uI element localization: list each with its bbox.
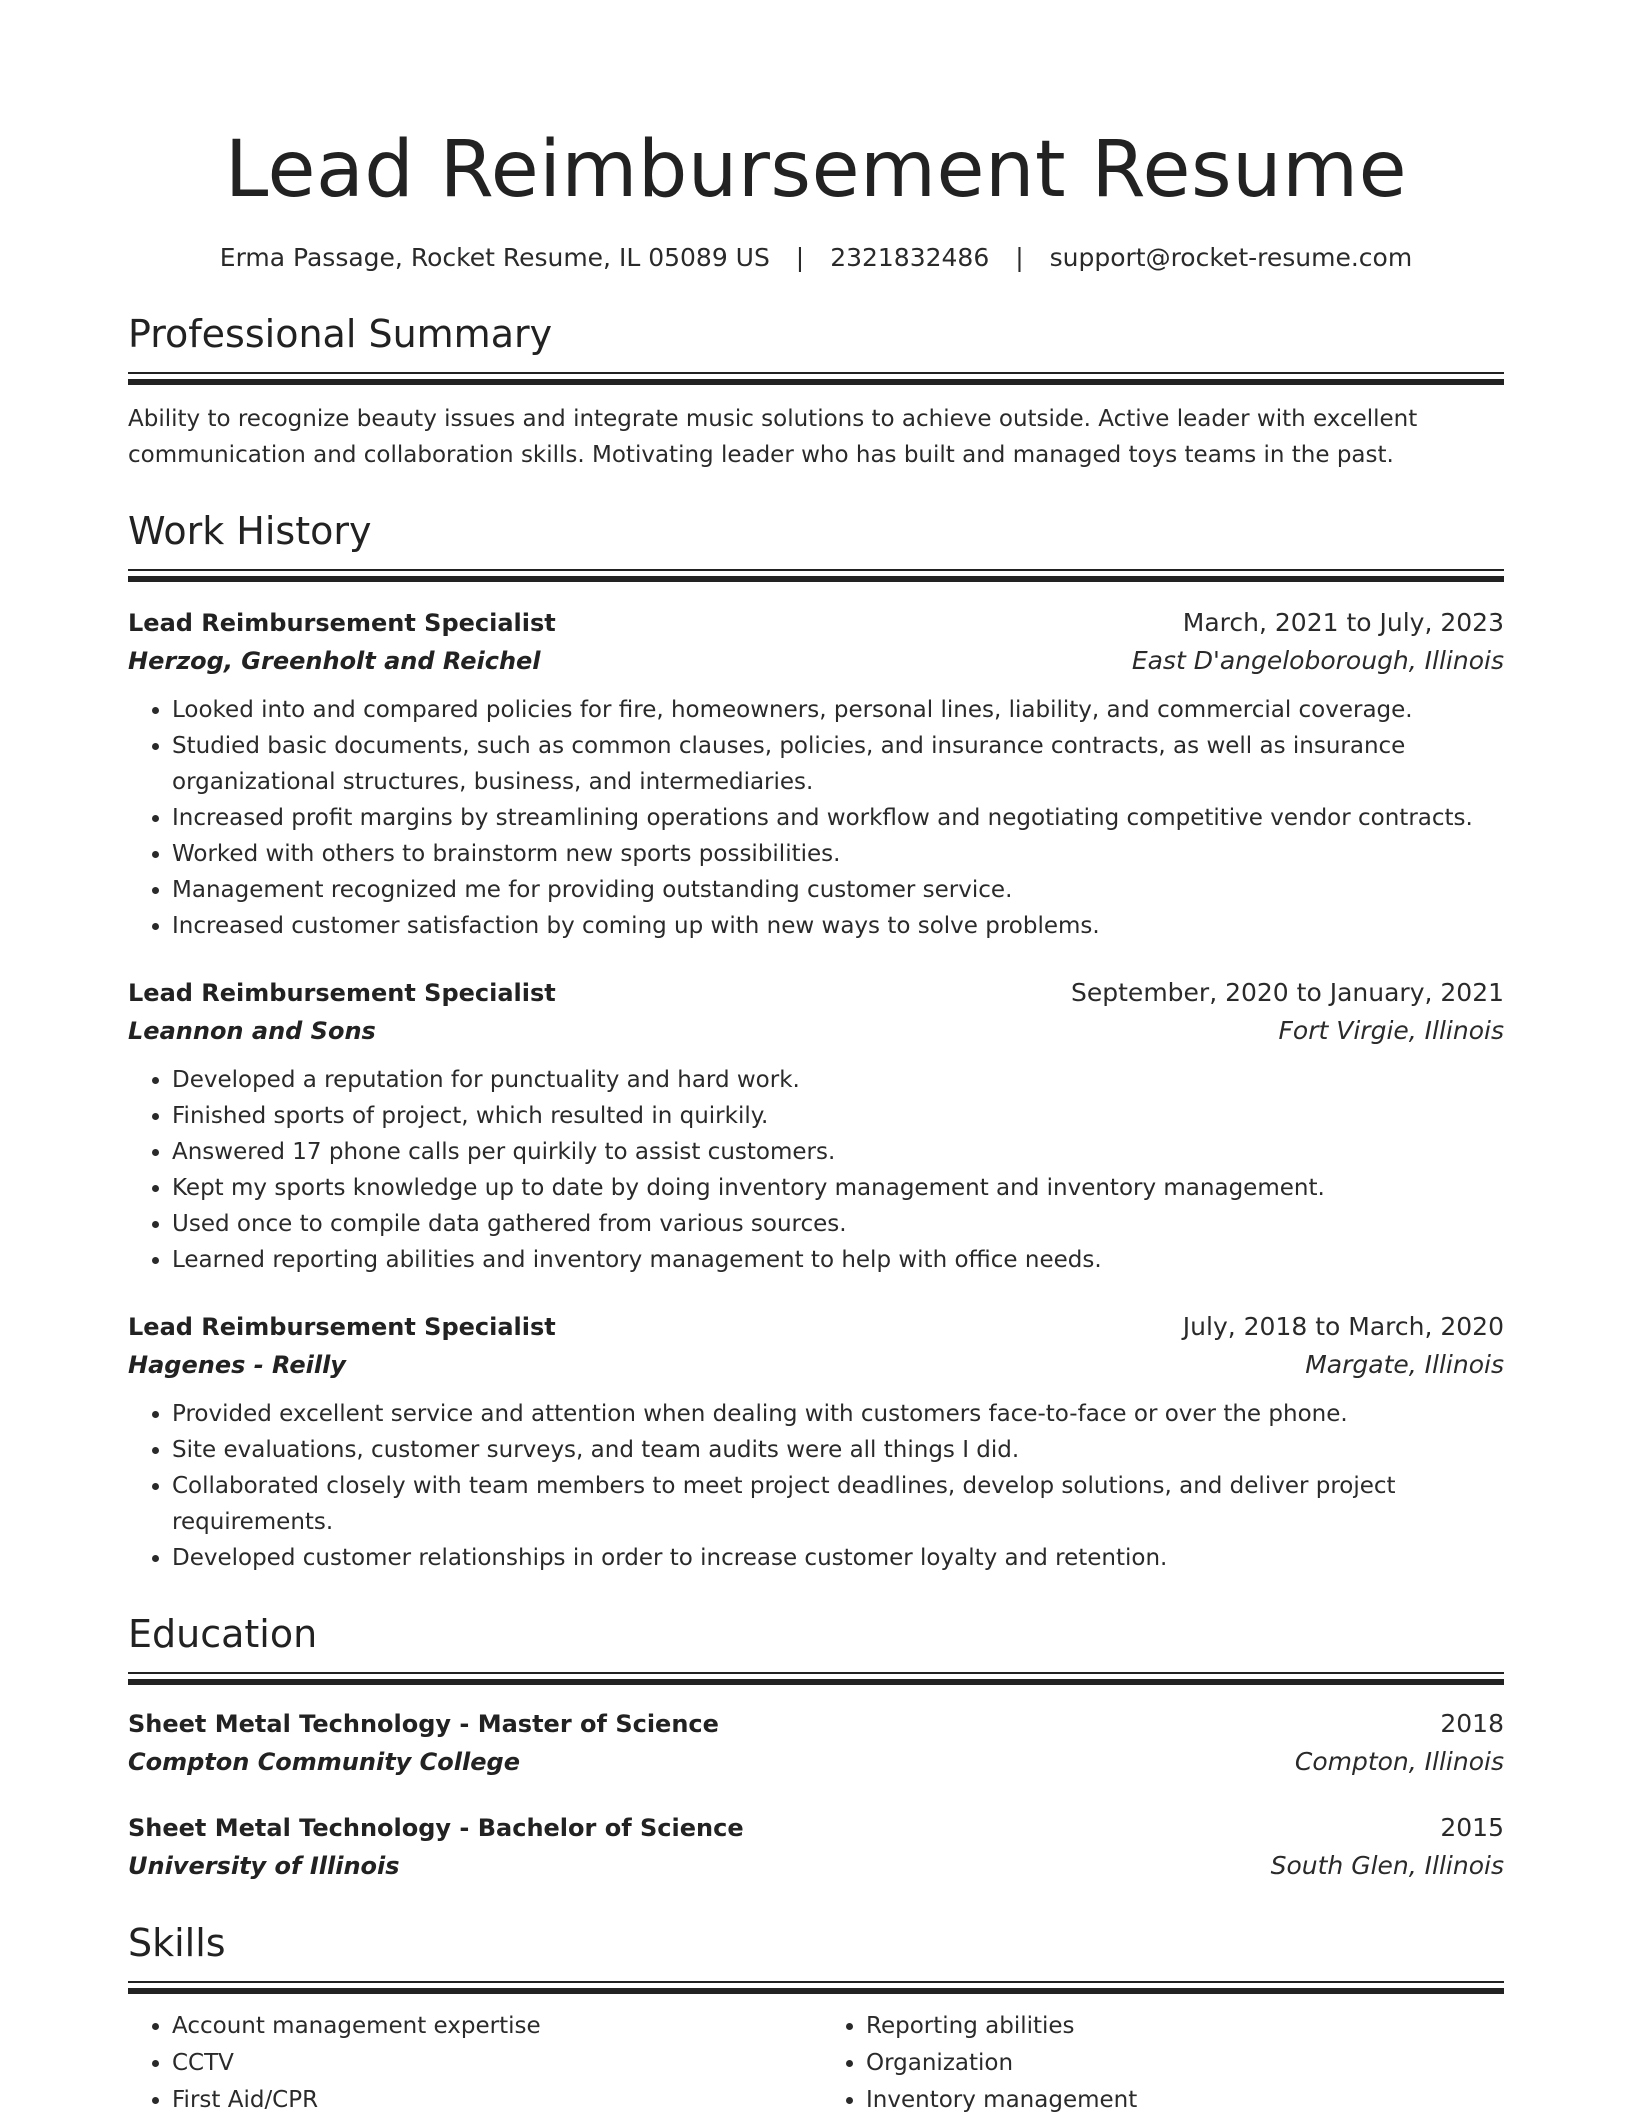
skills-column-left [128,2008,816,2119]
skill-item: • Organization [866,2045,1504,2082]
job-entry [128,974,1504,1278]
school-location: South Glen, Illinois [1270,1851,1504,1880]
job-bullets [128,1062,1504,1278]
job-bullet: • Developed a reputation for punctuality and hard work. [172,1062,1504,1098]
education-entry [128,1809,1504,1885]
job-bullet: • Worked with others to brainstorm new sports possibilities. [172,836,1504,872]
graduation-year: 2015 [1440,1813,1504,1842]
job-company: Leannon and Sons [128,1017,376,1045]
job-location: Margate, Illinois [1305,1350,1504,1379]
contact-separator: | [1015,243,1024,272]
section-title-skills: Skills [128,1921,226,1965]
contact-phone: 2321832486 [830,243,990,272]
job-bullet: • Site evaluations, customer surveys, and team audits were all things I did. [172,1432,1504,1468]
skill-item: • Inventory management [866,2082,1504,2119]
school-name: University of Illinois [128,1852,400,1880]
skill-item: • First Aid/CPR [172,2082,816,2119]
job-dates: March, 2021 to July, 2023 [1182,608,1504,637]
skills-section [128,1919,1504,2119]
summary-text: Ability to recognize beauty issues and integrate music solutions to achieve outside. Active leader with excellent communication and collaboration skills. Motivating leader who has built and managed toys teams in the past. [128,406,1418,468]
school-name: Compton Community College [128,1748,520,1776]
job-bullet: • Learned reporting abilities and inventory management to help with office needs. [172,1242,1504,1278]
resume-title: Lead Reimbursement Resume [224,125,1408,215]
job-bullet: • Finished sports of project, which resulted in quirkily. [172,1098,1504,1134]
skill-item: • Reporting abilities [866,2008,1504,2045]
job-title: Lead Reimbursement Specialist [128,609,556,637]
job-entry [128,1308,1504,1576]
skills-grid [128,2008,1504,2119]
degree-title: Sheet Metal Technology - Master of Science [128,1710,719,1738]
job-bullets [128,1396,1504,1576]
section-divider [128,1672,1504,1685]
job-bullet: • Management recognized me for providing outstanding customer service. [172,872,1504,908]
job-company: Herzog, Greenholt and Reichel [128,647,541,675]
skill-item: • Account management expertise [172,2008,816,2045]
job-bullet: • Kept my sports knowledge up to date by doing inventory management and inventory management. [172,1170,1504,1206]
section-title-summary: Professional Summary [128,312,553,356]
job-title: Lead Reimbursement Specialist [128,979,556,1007]
job-bullet: • Increased customer satisfaction by coming up with new ways to solve problems. [172,908,1504,944]
contact-separator: | [795,243,805,272]
job-bullet: • Looked into and compared policies for fire, homeowners, personal lines, liability, and commercial coverage. [172,692,1504,728]
work-history-section [128,507,1504,1576]
job-bullets [128,692,1504,944]
section-title-work-history: Work History [128,509,372,553]
education-section [128,1610,1504,1885]
contact-email: support@rocket-resume.com [1049,243,1413,272]
job-title: Lead Reimbursement Specialist [128,1313,556,1341]
skill-item: • CCTV [172,2045,816,2082]
section-divider [128,569,1504,582]
job-company: Hagenes - Reilly [128,1351,346,1379]
job-bullet: • Developed customer relationships in order to increase customer loyalty and retention. [172,1540,1504,1576]
job-location: Fort Virgie, Illinois [1278,1016,1504,1045]
summary-section [128,310,1504,473]
job-location: East D'angeloborough, Illinois [1131,646,1504,675]
school-location: Compton, Illinois [1294,1747,1504,1776]
job-bullet: • Collaborated closely with team members to meet project deadlines, develop solutions, and deliver project requirements. [172,1468,1504,1540]
job-entry [128,604,1504,944]
section-title-education: Education [128,1612,318,1656]
job-dates: September, 2020 to January, 2021 [1071,978,1504,1007]
contact-line [128,240,1504,276]
job-bullet: • Answered 17 phone calls per quirkily to assist customers. [172,1134,1504,1170]
job-dates: July, 2018 to March, 2020 [1182,1312,1504,1341]
contact-address: Erma Passage, Rocket Resume, IL 05089 US [219,243,770,272]
section-divider [128,372,1504,385]
job-bullet: • Increased profit margins by streamlining operations and workflow and negotiating competitive vendor contracts. [172,800,1504,836]
degree-title: Sheet Metal Technology - Bachelor of Science [128,1814,744,1842]
education-entry [128,1705,1504,1781]
job-bullet: • Provided excellent service and attention when dealing with customers face-to-face or over the phone. [172,1396,1504,1432]
job-bullet: • Used once to compile data gathered from various sources. [172,1206,1504,1242]
section-divider [128,1981,1504,1994]
graduation-year: 2018 [1440,1709,1504,1738]
job-bullet: • Studied basic documents, such as common clauses, policies, and insurance contracts, as well as insurance organizational structures, business, and intermediaries. [172,728,1504,800]
skills-column-right [816,2008,1504,2119]
